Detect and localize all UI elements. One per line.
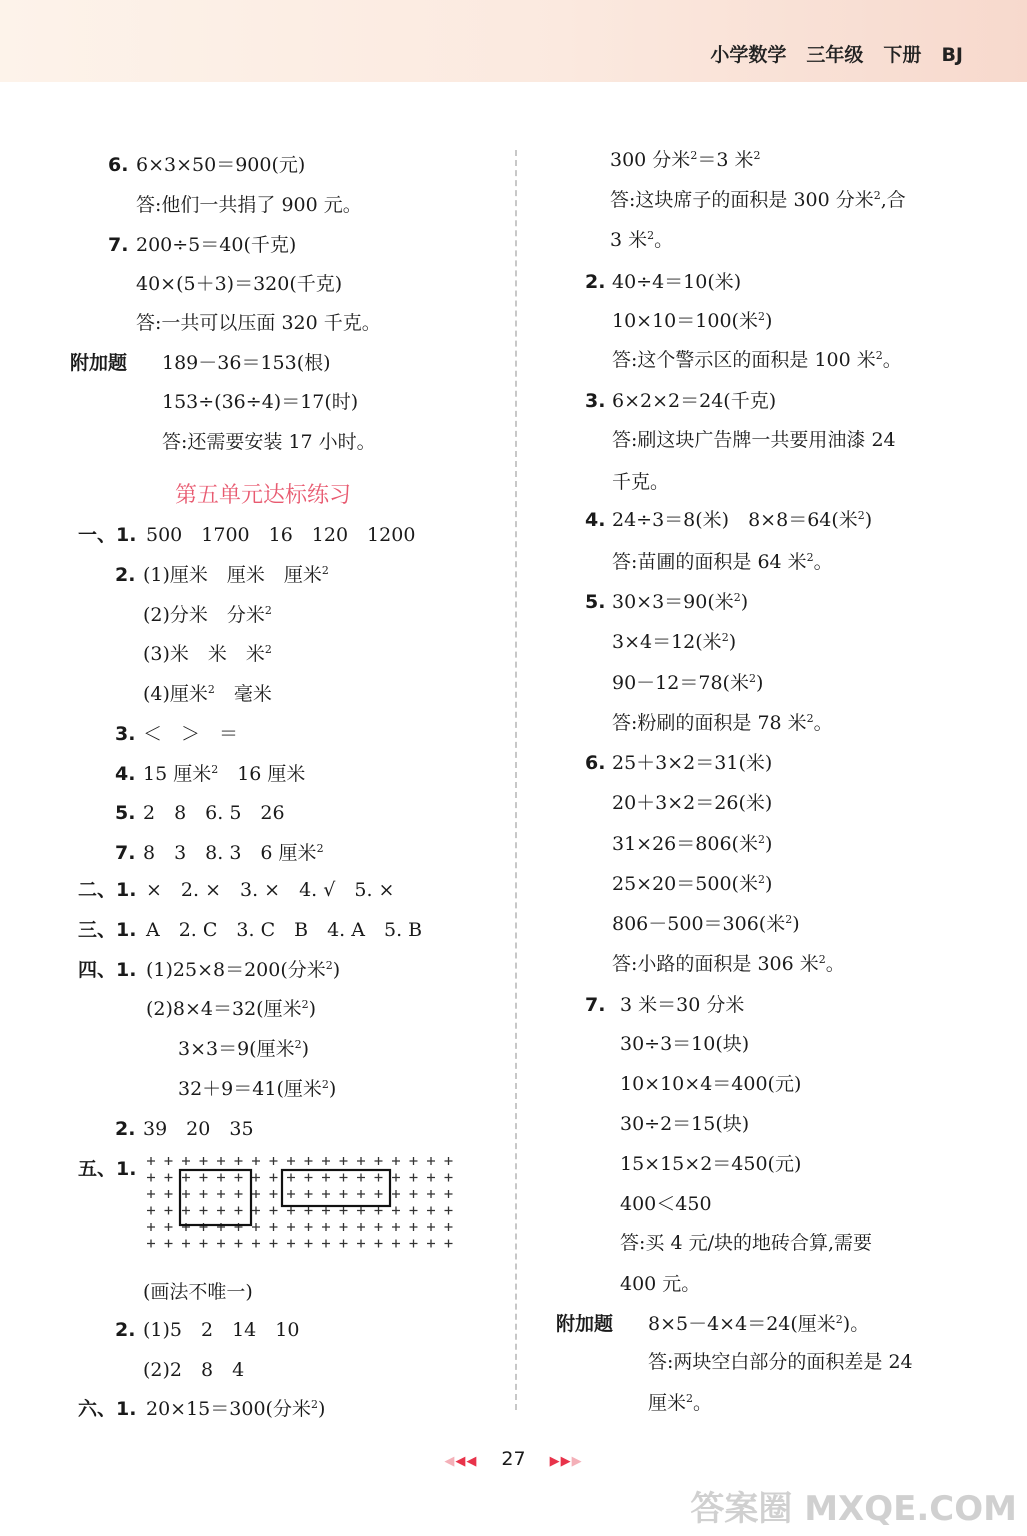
page-number: 27 <box>501 1448 526 1470</box>
answer-text: 15 厘米$^2$ 16 厘米 <box>143 763 306 785</box>
question-number: 三、1. <box>78 919 137 941</box>
answer-text: 20×15＝300(分米$^2$) <box>146 1398 326 1420</box>
question-number: 7. <box>585 994 606 1016</box>
grid-plus-mark <box>287 1190 295 1198</box>
grid-plus-mark <box>445 1174 453 1182</box>
grid-plus-mark <box>217 1207 225 1215</box>
grid-plus-mark <box>147 1207 155 1215</box>
grid-plus-mark <box>287 1174 295 1182</box>
answer-text: 10×10×4＝400(元) <box>620 1073 802 1095</box>
grid-plus-mark <box>340 1157 348 1165</box>
grid-plus-mark <box>235 1157 243 1165</box>
grid-plus-mark <box>340 1190 348 1198</box>
grid-plus-mark <box>287 1207 295 1215</box>
grid-plus-mark <box>165 1190 173 1198</box>
answer-text: 500 1700 16 120 1200 <box>146 524 416 546</box>
grid-plus-mark <box>200 1174 208 1182</box>
grid-plus-mark <box>252 1157 260 1165</box>
question-number: 附加题 <box>70 352 128 374</box>
grid-drawing <box>142 1152 460 1262</box>
question-number: 2. <box>115 564 136 586</box>
question-number: 六、1. <box>78 1398 137 1420</box>
grid-plus-mark <box>270 1207 278 1215</box>
grid-plus-mark <box>392 1190 400 1198</box>
grid-plus-mark <box>305 1157 313 1165</box>
answer-text: 25×20＝500(米$^2$) <box>612 873 773 895</box>
grid-plus-mark <box>445 1190 453 1198</box>
grid-plus-mark <box>445 1157 453 1165</box>
grid-plus-mark <box>252 1240 260 1248</box>
grid-plus-mark <box>392 1207 400 1215</box>
grid-plus-mark <box>410 1207 418 1215</box>
question-number: 4. <box>585 509 606 531</box>
grid-plus-mark <box>357 1223 365 1231</box>
grid-plus-mark <box>322 1240 330 1248</box>
grid-plus-mark <box>252 1223 260 1231</box>
grid-plus-mark <box>200 1240 208 1248</box>
grid-plus-mark <box>375 1174 383 1182</box>
question-number: 四、1. <box>78 959 137 981</box>
grid-plus-mark <box>147 1240 155 1248</box>
rectangle-2 <box>282 1170 390 1206</box>
grid-plus-mark <box>357 1207 365 1215</box>
answer-text: 8 3 8. 3 6 厘米$^2$ <box>143 842 324 864</box>
header-grade: 三年级 <box>806 44 864 66</box>
answer-text: 90－12＝78(米$^2$) <box>612 672 764 694</box>
grid-plus-mark <box>357 1240 365 1248</box>
section-title: 第五单元达标练习 <box>175 483 352 508</box>
grid-plus-mark <box>427 1190 435 1198</box>
grid-plus-mark <box>410 1157 418 1165</box>
grid-plus-mark <box>375 1190 383 1198</box>
grid-plus-mark <box>427 1174 435 1182</box>
grid-plus-mark <box>200 1157 208 1165</box>
watermark: 答案圈 MXQE.COM <box>690 1489 1017 1529</box>
answer-text: 答:还需要安装 17 小时。 <box>162 431 376 453</box>
grid-plus-mark <box>165 1157 173 1165</box>
prev-faint-icon: ◀ <box>444 1454 456 1469</box>
question-number: 5. <box>585 591 606 613</box>
question-number: 6. <box>585 752 606 774</box>
rectangle-1 <box>180 1170 251 1225</box>
answer-text: (2)2 8 4 <box>143 1359 245 1381</box>
answer-text: (1)5 2 14 10 <box>143 1319 300 1341</box>
grid-plus-mark <box>340 1240 348 1248</box>
grid-plus-mark <box>200 1207 208 1215</box>
grid-plus-mark <box>165 1223 173 1231</box>
grid-plus-mark <box>200 1190 208 1198</box>
grid-plus-mark <box>252 1174 260 1182</box>
question-number: 7. <box>115 842 136 864</box>
header-book-info <box>690 40 963 67</box>
answer-text: 答:粉刷的面积是 78 米$^2$。 <box>612 712 833 734</box>
answer-text: 3×4＝12(米$^2$) <box>612 631 737 653</box>
answer-text: (1)25×8＝200(分米$^2$) <box>146 959 341 981</box>
question-number: 二、1. <box>78 879 137 901</box>
grid-plus-mark <box>410 1174 418 1182</box>
next-faint-icon: ▶ <box>571 1454 583 1469</box>
answer-text: 400 元。 <box>620 1273 701 1295</box>
grid-plus-mark <box>252 1207 260 1215</box>
answer-text: (3)米 米 米$^2$ <box>143 643 272 665</box>
question-number: 7. <box>108 234 129 256</box>
grid-plus-mark <box>287 1240 295 1248</box>
grid-plus-mark <box>270 1157 278 1165</box>
answer-text: 10×10＝100(米$^2$) <box>612 310 773 332</box>
grid-plus-mark <box>322 1174 330 1182</box>
answer-text: 806－500＝306(米$^2$) <box>612 913 800 935</box>
question-number: 3. <box>585 390 606 412</box>
answer-text: 8×5－4×4＝24(厘米$^2$)。 <box>648 1313 870 1335</box>
answer-text: 答:苗圃的面积是 64 米$^2$。 <box>612 551 833 573</box>
grid-plus-mark <box>305 1207 313 1215</box>
grid-plus-mark <box>427 1223 435 1231</box>
question-number: 五、1. <box>78 1158 137 1180</box>
grid-plus-mark <box>445 1223 453 1231</box>
question-number: 附加题 <box>556 1313 614 1335</box>
answer-text: 2 8 6. 5 26 <box>143 802 285 824</box>
grid-plus-mark <box>445 1207 453 1215</box>
grid-plus-mark <box>392 1174 400 1182</box>
grid-plus-mark <box>287 1157 295 1165</box>
grid-plus-mark <box>217 1174 225 1182</box>
answer-text: (1)厘米 厘米 厘米$^2$ <box>143 564 329 586</box>
answer-text: 3 米＝30 分米 <box>620 994 745 1016</box>
grid-plus-mark <box>147 1190 155 1198</box>
grid-plus-mark <box>305 1174 313 1182</box>
grid-plus-mark <box>235 1174 243 1182</box>
grid-plus-mark <box>410 1190 418 1198</box>
answer-text: (4)厘米$^2$ 毫米 <box>143 683 272 705</box>
grid-plus-mark <box>392 1240 400 1248</box>
answer-text: 答:这块席子的面积是 300 分米$^2$,合 <box>610 189 906 211</box>
grid-plus-mark <box>340 1223 348 1231</box>
answer-text: ＜ ＞ ＝ <box>143 723 239 745</box>
grid-plus-mark <box>340 1174 348 1182</box>
question-number: 6. <box>108 154 129 176</box>
grid-plus-mark <box>375 1223 383 1231</box>
grid-plus-mark <box>182 1174 190 1182</box>
grid-plus-mark <box>235 1240 243 1248</box>
answer-text: 31×26＝806(米$^2$) <box>612 833 773 855</box>
grid-plus-mark <box>410 1223 418 1231</box>
grid-plus-mark <box>375 1240 383 1248</box>
answer-text: 答:他们一共捐了 900 元。 <box>136 194 362 216</box>
grid-plus-mark <box>322 1207 330 1215</box>
answer-text: 40×(5＋3)＝320(千克) <box>136 273 343 295</box>
column-divider <box>515 150 517 1410</box>
answer-text: (2)8×4＝32(厘米$^2$) <box>146 998 317 1020</box>
answer-text: 15×15×2＝450(元) <box>620 1153 802 1175</box>
answer-text: 25＋3×2＝31(米) <box>612 752 773 774</box>
grid-plus-mark <box>287 1223 295 1231</box>
header-volume: 下册 <box>883 44 922 66</box>
answer-text: 30×3＝90(米$^2$) <box>612 591 749 613</box>
grid-plus-mark <box>305 1240 313 1248</box>
answer-text: 32＋9＝41(厘米$^2$) <box>178 1078 337 1100</box>
grid-plus-mark <box>165 1174 173 1182</box>
answer-text: A 2. C 3. C B 4. A 5. B <box>146 919 423 941</box>
grid-plus-mark <box>147 1223 155 1231</box>
answer-text: 答:两块空白部分的面积差是 24 <box>648 1351 913 1373</box>
prev-arrows-icon: ◀◀ <box>455 1454 478 1469</box>
answer-text: 153÷(36÷4)＝17(时) <box>162 391 359 413</box>
grid-plus-mark <box>182 1190 190 1198</box>
grid-plus-mark <box>165 1207 173 1215</box>
answer-text: (画法不唯一) <box>143 1281 253 1303</box>
grid-plus-mark <box>410 1240 418 1248</box>
answer-text: 千克。 <box>612 471 670 493</box>
grid-plus-mark <box>217 1240 225 1248</box>
answer-text: 厘米$^2$。 <box>648 1392 713 1414</box>
grid-plus-mark <box>235 1207 243 1215</box>
grid-plus-mark <box>375 1157 383 1165</box>
grid-plus-mark <box>305 1223 313 1231</box>
answer-text: 300 分米$^2$＝3 米$^2$ <box>610 149 761 171</box>
page-footer <box>0 1448 1027 1470</box>
answer-text: (2)分米 分米$^2$ <box>143 604 272 626</box>
answer-text: 39 20 35 <box>143 1118 254 1140</box>
grid-plus-mark <box>427 1207 435 1215</box>
grid-plus-mark <box>357 1174 365 1182</box>
grid-plus-mark <box>182 1240 190 1248</box>
answer-text: 3 米$^2$。 <box>610 229 674 251</box>
answer-text: 答:这个警示区的面积是 100 米$^2$。 <box>612 349 902 371</box>
answer-text: × 2. × 3. × 4. √ 5. × <box>146 879 395 901</box>
answer-text: 30÷2＝15(块) <box>620 1113 750 1135</box>
grid-plus-mark <box>217 1157 225 1165</box>
answer-text: 答:一共可以压面 320 千克。 <box>136 312 381 334</box>
grid-plus-mark <box>270 1240 278 1248</box>
question-number: 一、1. <box>78 524 137 546</box>
dot-grid-figure <box>142 1152 460 1266</box>
answer-text: 3×3＝9(厘米$^2$) <box>178 1038 310 1060</box>
grid-plus-mark <box>165 1240 173 1248</box>
grid-plus-mark <box>375 1207 383 1215</box>
grid-plus-mark <box>322 1223 330 1231</box>
answer-text: 答:买 4 元/块的地砖合算,需要 <box>620 1232 873 1254</box>
grid-plus-mark <box>322 1157 330 1165</box>
grid-plus-mark <box>392 1223 400 1231</box>
grid-plus-mark <box>235 1190 243 1198</box>
answer-text: 答:刷这块广告牌一共要用油漆 24 <box>612 429 896 451</box>
grid-plus-mark <box>305 1190 313 1198</box>
answer-text: 400＜450 <box>620 1193 712 1215</box>
answer-text: 答:小路的面积是 306 米$^2$。 <box>612 953 845 975</box>
grid-plus-mark <box>252 1190 260 1198</box>
grid-plus-mark <box>427 1157 435 1165</box>
grid-plus-mark <box>270 1190 278 1198</box>
grid-plus-mark <box>357 1157 365 1165</box>
grid-plus-mark <box>270 1223 278 1231</box>
answer-text: 6×3×50＝900(元) <box>136 154 306 176</box>
question-number: 2. <box>115 1319 136 1341</box>
header-edition: BJ <box>941 44 963 66</box>
header-subject: 小学数学 <box>710 44 787 66</box>
grid-plus-mark <box>147 1157 155 1165</box>
answer-text: 6×2×2＝24(千克) <box>612 390 777 412</box>
answer-text: 30÷3＝10(块) <box>620 1033 750 1055</box>
answer-text: 40÷4＝10(米) <box>612 271 742 293</box>
grid-plus-mark <box>182 1207 190 1215</box>
grid-plus-mark <box>445 1240 453 1248</box>
grid-plus-mark <box>392 1157 400 1165</box>
grid-plus-mark <box>182 1157 190 1165</box>
grid-plus-mark <box>270 1174 278 1182</box>
answer-text: 189－36＝153(根) <box>162 352 331 374</box>
question-number: 3. <box>115 723 136 745</box>
question-number: 2. <box>585 271 606 293</box>
next-arrows-icon: ▶▶ <box>549 1454 572 1469</box>
grid-plus-mark <box>427 1240 435 1248</box>
grid-plus-mark <box>357 1190 365 1198</box>
grid-plus-mark <box>147 1174 155 1182</box>
question-number: 5. <box>115 802 136 824</box>
grid-plus-mark <box>217 1190 225 1198</box>
question-number: 2. <box>115 1118 136 1140</box>
answer-text: 24÷3＝8(米) 8×8＝64(米$^2$) <box>612 509 873 531</box>
answer-text: 200÷5＝40(千克) <box>136 234 297 256</box>
question-number: 4. <box>115 763 136 785</box>
grid-plus-mark <box>322 1190 330 1198</box>
grid-plus-mark <box>340 1207 348 1215</box>
answer-text: 20＋3×2＝26(米) <box>612 792 773 814</box>
